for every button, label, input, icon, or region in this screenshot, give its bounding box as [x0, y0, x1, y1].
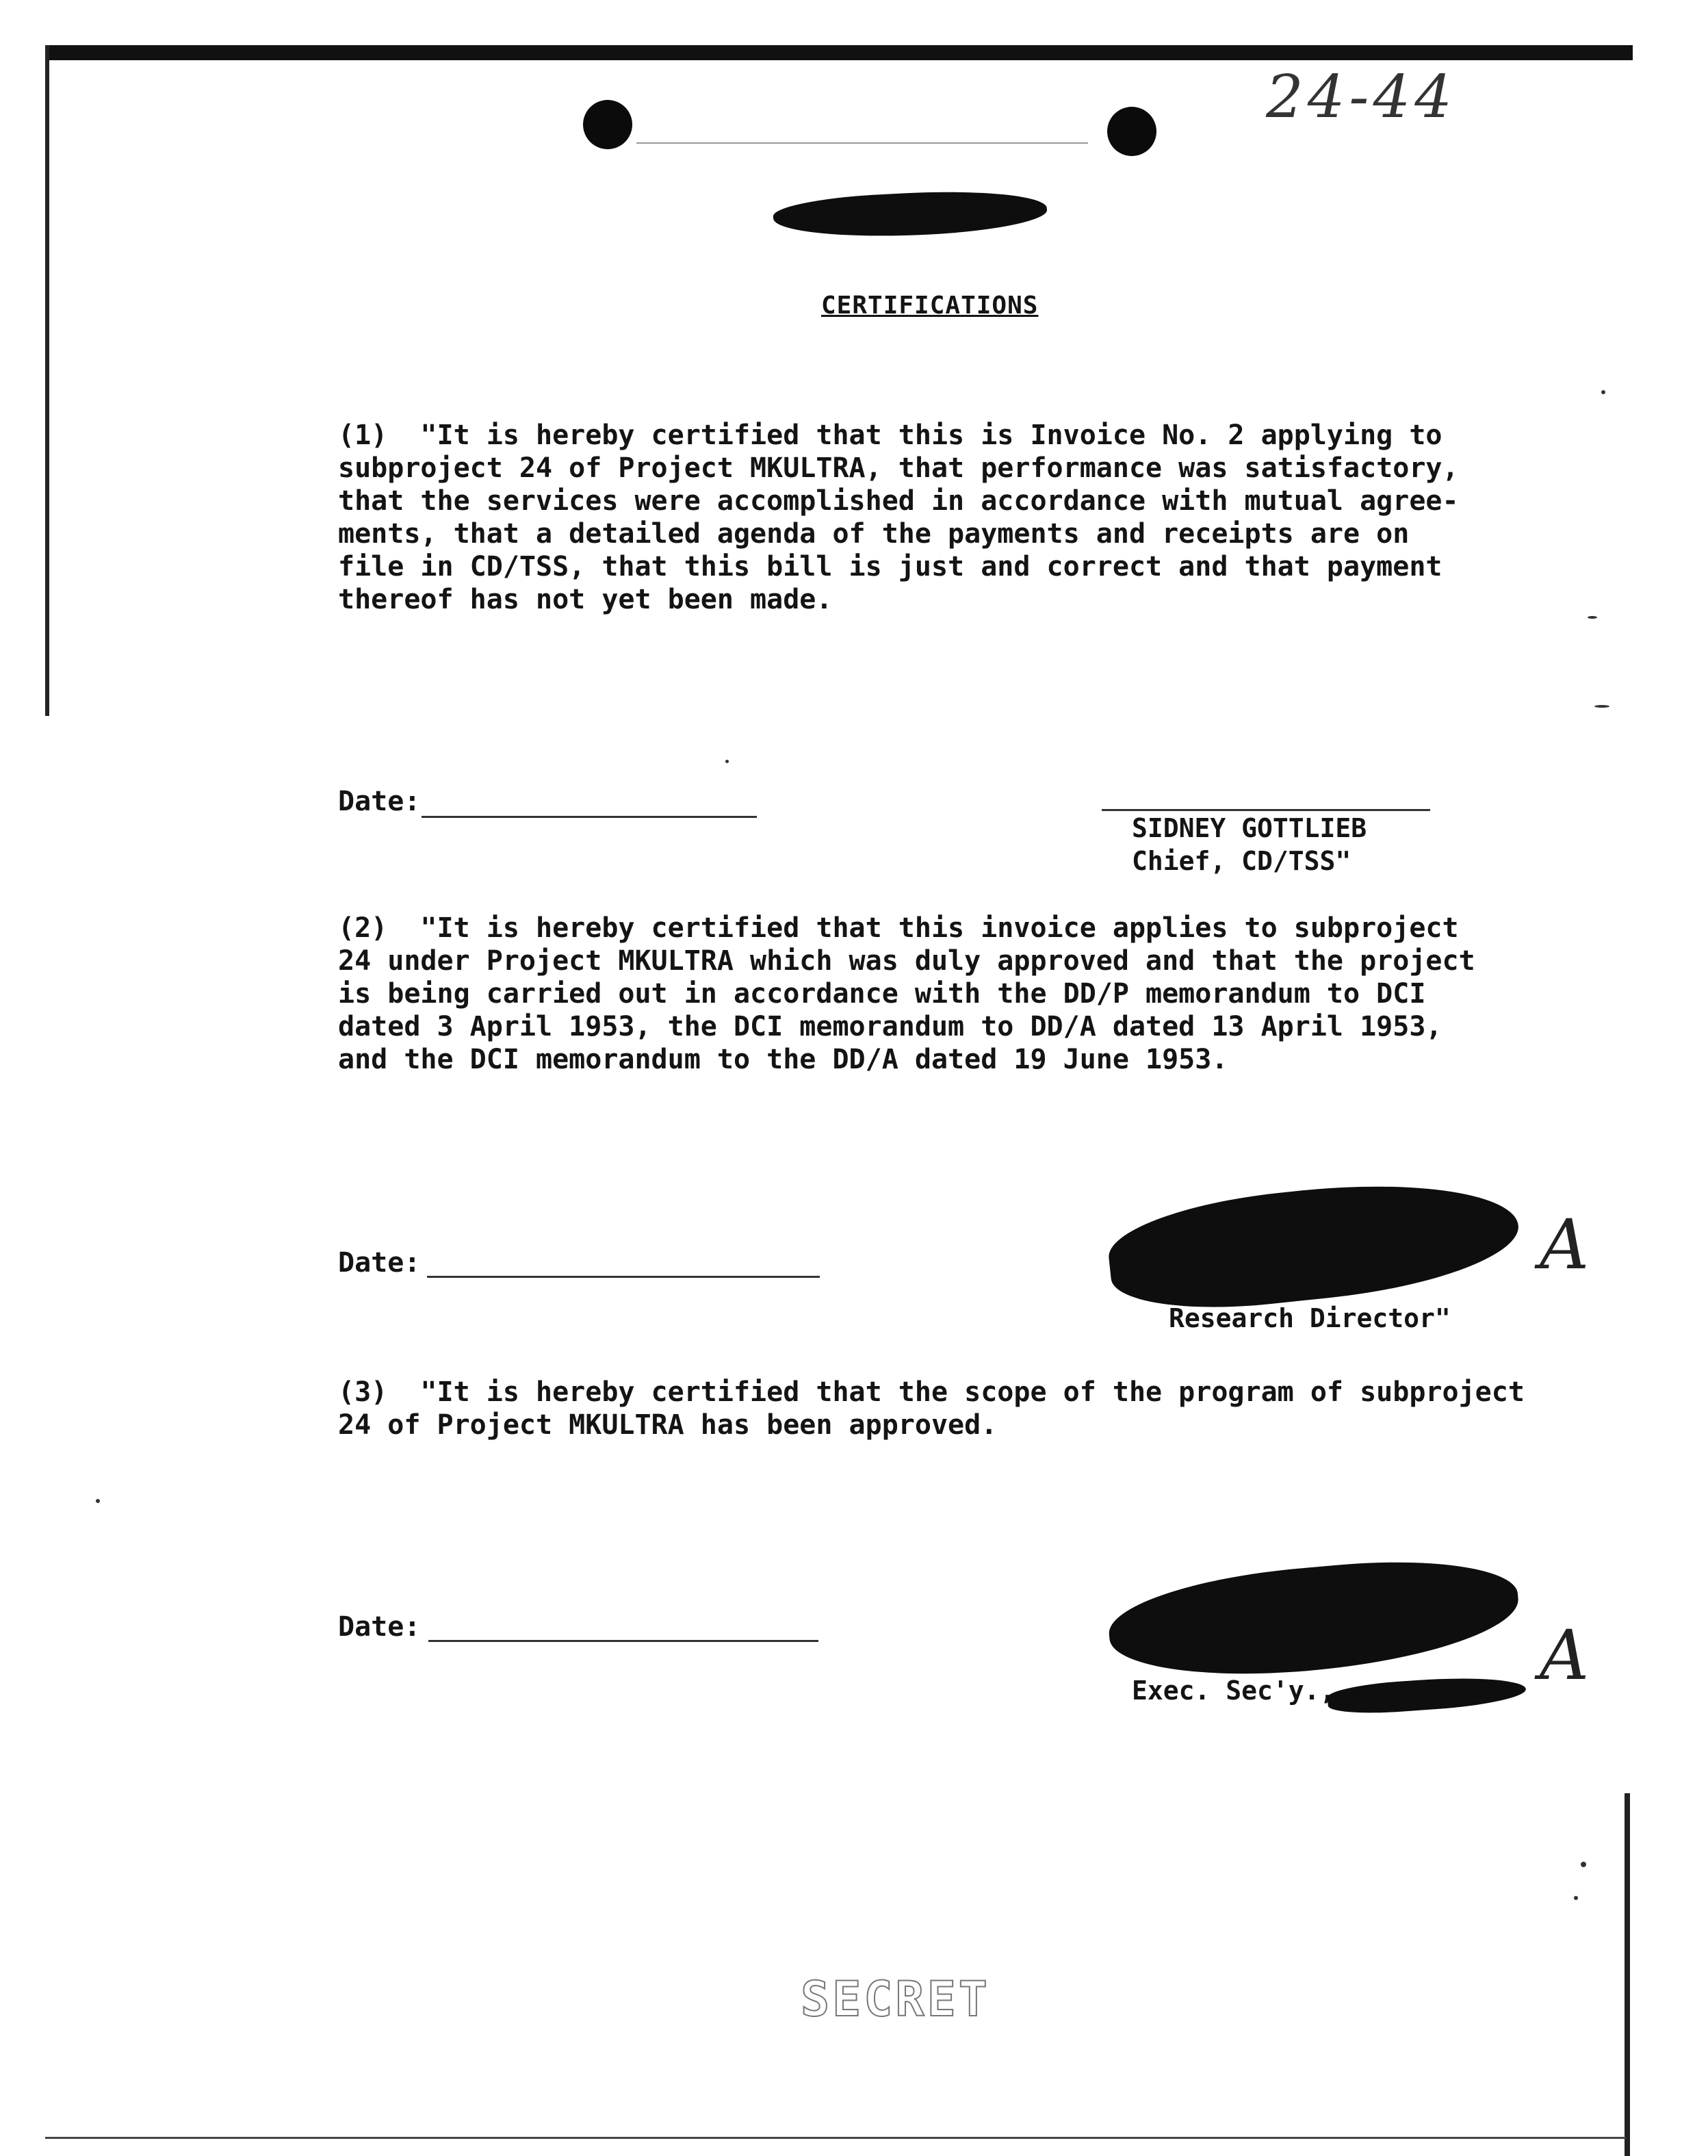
scan-speck — [1581, 1862, 1586, 1867]
signature-line-1 — [1102, 809, 1430, 811]
classification-stamp: SECRET — [801, 1971, 990, 2027]
scan-speck — [1594, 705, 1609, 708]
redaction-signature-3 — [1105, 1550, 1523, 1688]
date-line-3 — [428, 1640, 818, 1642]
signatory-title-2: Research Director" — [1169, 1303, 1451, 1333]
document-title: CERTIFICATIONS — [821, 292, 1039, 320]
certification-paragraph-3: (3) "It is hereby certified that the scope of the program of subproject 24 of Project MKULTRA has been approved. — [338, 1376, 1525, 1441]
punch-hole-right — [1107, 107, 1156, 156]
scan-speck — [1601, 390, 1605, 394]
scan-bottom-edge — [45, 2137, 1626, 2139]
date-label-3: Date: — [338, 1611, 421, 1643]
scan-speck — [1574, 1896, 1578, 1900]
certification-paragraph-1: (1) "It is hereby certified that this is Invoice No. 2 applying to subproject 24 of Project MKULTRA, that performance was satisfactory, that the services were accomplished in accordance with mutual agree- ments, that a detailed agenda of the payments and receipts are on file in CD/TSS, that this bill is just and correct and that payment thereof has not yet been made. — [338, 420, 1459, 615]
date-label-1: Date: — [338, 786, 421, 817]
punch-hole-left — [583, 100, 632, 149]
signatory-title-1: Chief, CD/TSS" — [1132, 846, 1351, 876]
redaction-organization — [1327, 1673, 1527, 1717]
date-label-2: Date: — [338, 1247, 421, 1279]
handwritten-document-number: 24-44 — [1266, 63, 1456, 131]
certification-paragraph-2: (2) "It is hereby certified that this invoice applies to subproject 24 under Project MKULTRA which was duly approved and that the project is being carried out in accordance with the DD/P memorandum to DCI dated 3 April 1953, the DCI memorandum to DD/A dated 13 April 1953, and the DCI memorandum to the DD/A dated 19 June 1953. — [338, 912, 1475, 1075]
handwritten-initial-3: A — [1540, 1615, 1590, 1695]
redaction-header — [773, 186, 1048, 243]
scan-top-border — [45, 45, 1633, 60]
scan-speck — [1588, 616, 1597, 619]
scan-speck — [725, 760, 729, 763]
signatory-name-1: SIDNEY GOTTLIEB — [1132, 813, 1367, 843]
scan-right-edge — [1625, 1793, 1630, 2156]
date-line-1 — [422, 816, 757, 818]
scan-left-edge — [45, 45, 49, 716]
date-line-2 — [427, 1276, 820, 1278]
scan-speck — [96, 1499, 100, 1503]
signatory-title-3: Exec. Sec'y., — [1132, 1676, 1336, 1706]
redaction-signature-2 — [1104, 1168, 1523, 1320]
handwritten-initial-2: A — [1540, 1205, 1590, 1285]
header-rule — [636, 142, 1088, 144]
